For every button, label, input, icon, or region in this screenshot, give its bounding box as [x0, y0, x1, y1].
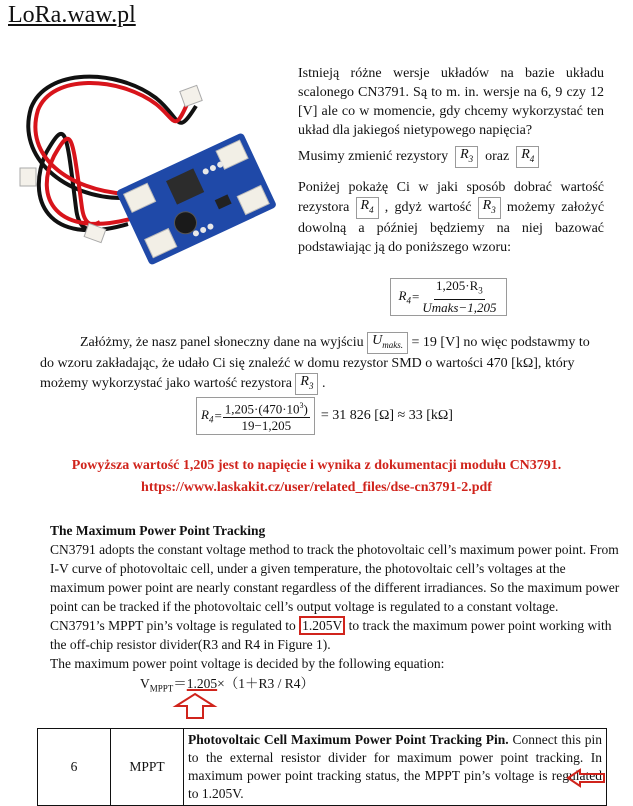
datasheet-paragraph-1: CN3791 adopts the constant voltage method to track the photovoltaic cell’s maximum power point. From I-V curve of photovoltaic cell, under a given temperature, the photovoltaic cell’s voltages at the maximum power point are nearly constant regardless of the different irradiances. So the maximum power point can be tracked if the photovoltaic cell’s output voltage is regulated to a constant voltage. — [50, 542, 620, 614]
assumption-paragraph — [40, 332, 606, 395]
resistors-line-prefix: Musimy zmienić rezystory — [298, 149, 449, 165]
highlight-1205v: 1.205V — [299, 616, 345, 635]
method-text-a: Poniżej pokażę Ci w jaki sposób dobrać wartość rezystora — [298, 180, 604, 216]
symbol-umaks: $U_{maks.}$ — [367, 332, 408, 354]
site-title[interactable]: LoRa.waw.pl — [8, 2, 136, 28]
method-paragraph — [298, 178, 604, 257]
intro-paragraph: Istnieją różne wersje układów na bazie układu scalonego CN3791. Są to m. in. wersje na 6, 9 czy 12 [V] ale co w momencie, gdy chcemy wykorzystać ten układ dla jakiegoś nietypowego napięcia? — [298, 66, 604, 138]
pin-table — [37, 728, 607, 806]
assumption-text-b: = 19 [V] no więc podstawmy to do wzoru zakładając, że udało Ci się znaleźć w domu rezystor SMD o wartości 470 [kΩ], który możemy wykorzystać jako wartość rezystora — [40, 335, 590, 391]
mppt-equation: $V_{MPPT}=1.205\times(1+R3 / R4)$ — [140, 676, 315, 694]
formula-r4: $R_4$ = $\frac{1,205\cdot R_3}{\text{Umaks−1,205}}$ — [390, 278, 507, 316]
symbol-r3-assume: $R_3$ — [295, 373, 318, 395]
datasheet-paragraph-3: The maximum power point voltage is decided by the following equation: — [50, 656, 445, 671]
datasheet-p2-text-a: CN3791’s MPPT pin’s voltage is regulated to — [50, 618, 296, 633]
datasheet-p2-text-b: to track the maximum power point working with the off-chip resistor divider(R3 and R4 in Figure 1). — [50, 618, 612, 652]
note-text: Powyższa wartość 1,205 jest to napięcie i wynika z dokumentacji modułu CN3791. — [71, 458, 562, 473]
pin-description-value: 1.205V. — [201, 786, 244, 801]
table-row — [38, 729, 607, 806]
resistors-line-and: oraz — [485, 149, 510, 165]
formula-result: = 31 826 [Ω] ≈ 33 [kΩ] — [320, 408, 453, 423]
symbol-r3: $R_3$ — [455, 146, 478, 168]
assumption-text-a: Załóżmy, że nasz panel słoneczny dane na wyjściu — [80, 335, 364, 351]
datasheet-heading: The Maximum Power Point Tracking — [50, 523, 266, 538]
left-arrow-icon — [566, 768, 606, 788]
resistors-line — [298, 146, 604, 168]
symbol-r4: $R_4$ — [516, 146, 539, 168]
module-photo — [6, 48, 284, 270]
method-text-c: możemy założyć dowolną a później będziemy na niej bazować podstawiając ją do poniższego wzoru: — [298, 200, 605, 255]
up-arrow-icon — [172, 692, 218, 720]
assumption-text-c: . — [321, 375, 326, 391]
pin-description-body: Connect this pin to the external resistor divider for maximum power point tracking. In maximum power point tracking status, the MPPT pin’s voltage is regulated to — [188, 732, 603, 801]
formula-calc — [196, 398, 453, 434]
datasheet-paragraph-2 — [50, 616, 622, 654]
symbol-r4-inline: $R_4$ — [356, 197, 379, 219]
equation-1205: 1.205 — [186, 676, 218, 691]
pin-description-title: Photovoltaic Cell Maximum Power Point Tracking Pin. — [188, 732, 509, 747]
pin-number: 6 — [38, 729, 111, 806]
method-text-b: , gdyż wartość — [384, 200, 472, 216]
pin-name: MPPT — [111, 729, 184, 806]
datasheet-link[interactable]: https://www.laskakit.cz/user/related_files/dse-cn3791-2.pdf — [141, 480, 492, 495]
formula-calc-box: $R_4$ = $\frac{1,205\cdot(470\cdot 10^3)}{19-1,205}$ — [196, 397, 315, 435]
symbol-r3-inline: $R_3$ — [478, 197, 501, 219]
pin-description — [184, 729, 607, 806]
